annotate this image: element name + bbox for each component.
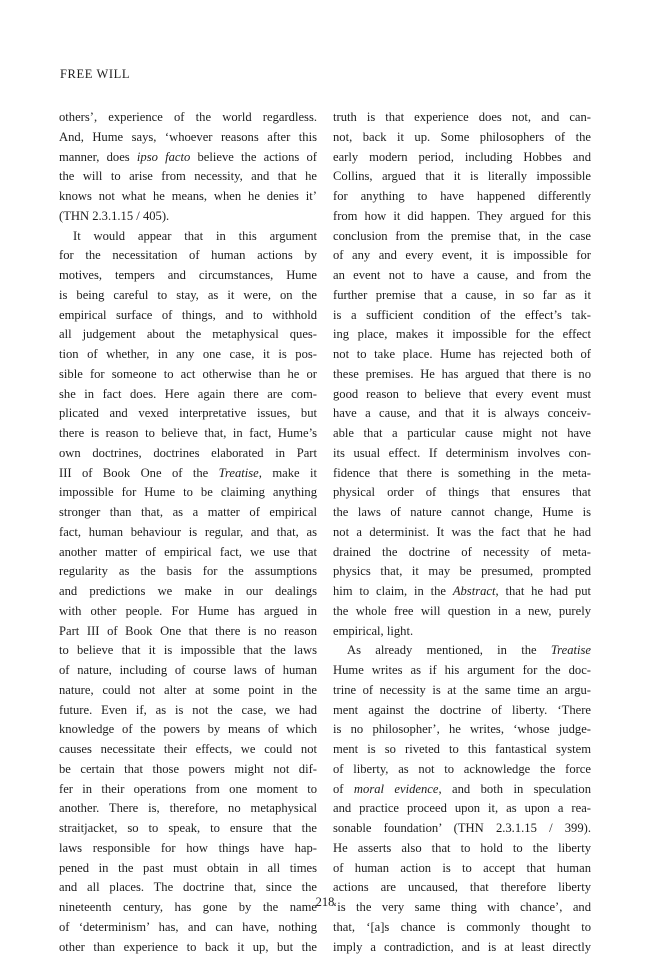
- text-line: drained the doctrine of necessity of meta-: [333, 544, 591, 559]
- text-line: actions are uncaused, that therefore liberty: [333, 880, 591, 895]
- text-line: the will to arise from necessity, and that he: [59, 169, 317, 184]
- text-line: is no philosopher’, he writes, ‘whose judge-: [333, 722, 591, 737]
- text-line: pened in the past must obtain in all times: [59, 860, 317, 875]
- text-line: He asserts also that to hold to the liberty: [333, 840, 591, 855]
- text-line: manner, does ipso facto believe the actions of: [59, 149, 317, 164]
- text-line: the whole free will question in a new, purely: [333, 603, 591, 618]
- text-line: nineteenth century, has gone by the name: [59, 900, 317, 914]
- text-line: other than experience to back it up, but the: [59, 939, 317, 954]
- text-line: be certain that those powers might not dif-: [59, 761, 317, 776]
- text-line: stronger than that, as a matter of empirical: [59, 505, 317, 519]
- text-line: own doctrines, doctrines elaborated in Part: [59, 445, 317, 460]
- text-line: plicated and vexed interpretative issues, but: [59, 406, 317, 421]
- text-line: all judgement about the metaphysical ques-: [59, 327, 317, 342]
- text-line: of human action is to accept that human: [333, 860, 591, 875]
- text-line: of nature, including of course laws of human: [59, 663, 317, 677]
- text-line: good reason to believe that every event must: [333, 386, 591, 401]
- text-line: not, back it up. Some philosophers of the: [333, 129, 591, 144]
- text-line: the laws of nature cannot change, Hume is: [333, 505, 591, 519]
- text-line: tion of whether, in any one case, it is pos-: [59, 347, 317, 361]
- text-line: empirical, light.: [333, 623, 414, 638]
- text-line: trine of necessity is at the same time an argu-: [333, 682, 591, 697]
- text-line: straitjacket, so to speak, to ensure that the: [59, 821, 317, 835]
- text-line: knows not what he means, when he denies it’: [59, 189, 317, 203]
- text-line: imply a contradiction, and is at least directly: [333, 939, 591, 954]
- text-line: she in fact does. Here again there are com-: [59, 386, 317, 401]
- text-line: of liberty, as not to acknowledge the force: [333, 761, 591, 776]
- text-line: ment against the doctrine of liberty. ‘There: [333, 702, 591, 717]
- text-line: its usual effect. If determinism involves con-: [333, 445, 591, 460]
- text-line: have a cause, and that it is always conceiv-: [333, 406, 591, 421]
- text-line: not to take place. Hume has rejected both of: [333, 347, 591, 361]
- left-text-column: [59, 108, 317, 957]
- text-line: And, Hume says, ‘whoever reasons after this: [59, 129, 317, 144]
- text-line: Hume writes as if his argument for the doc-: [333, 663, 591, 677]
- text-line: fact, human behaviour is regular, and that, as: [59, 524, 317, 539]
- text-line: Collins, argued that it is literally impossible: [333, 169, 591, 184]
- page-number: 218: [315, 895, 335, 909]
- text-line: ment is so riveted to this fantastical system: [333, 742, 591, 756]
- text-line: As already mentioned, in the Treatise: [347, 643, 591, 658]
- text-line: early modern period, including Hobbes and: [333, 149, 591, 164]
- text-line: there is reason to believe that, in fact, Hume’s: [59, 426, 317, 440]
- text-line: is being careful to stay, as it were, on the: [59, 287, 317, 302]
- text-line: truth is that experience does not, and can-: [333, 110, 591, 124]
- right-text-column: [333, 108, 591, 957]
- text-line: him to claim, in the Abstract, that he had put: [333, 584, 591, 598]
- text-line: others’, experience of the world regardless.: [59, 110, 317, 124]
- text-line: of ‘determinism’ has, and can have, nothing: [59, 919, 317, 934]
- text-line: that, ‘[a]s chance is commonly thought to: [333, 919, 591, 934]
- text-line: of moral evidence, and both in speculation: [333, 781, 591, 796]
- text-line: able that a particular cause might not have: [333, 426, 591, 440]
- text-line: ‘is the very same thing with chance’, and: [333, 900, 591, 914]
- text-line: conclusion from the premise that, in the case: [333, 228, 591, 243]
- text-line: physics that, it may be presumed, prompted: [333, 564, 591, 579]
- text-line: fidence that there is something in the meta-: [333, 465, 591, 480]
- text-line: further premise that a cause, in so far as it: [333, 287, 591, 302]
- text-line: nature, could not alter at some point in the: [59, 682, 317, 697]
- text-line: of any and every event, it is impossible for: [333, 248, 591, 263]
- text-line: future. Even if, as is not the case, we had: [59, 702, 317, 717]
- text-line: with other people. For Hume has argued in: [59, 603, 317, 618]
- text-line: physical order of things that ensures that: [333, 485, 591, 500]
- text-line: regularity as the basis for the assumptions: [59, 564, 317, 579]
- text-line: (THN 2.3.1.15 / 405).: [59, 208, 170, 223]
- text-line: motives, tempers and circumstances, Hume: [59, 268, 317, 282]
- text-line: Part III of Book One that there is no reason: [59, 623, 317, 638]
- text-line: sible for someone to act otherwise than he or: [59, 366, 317, 381]
- text-line: laws responsible for how things have hap-: [59, 840, 317, 855]
- text-line: for the necessitation of human actions by: [59, 248, 317, 263]
- text-line: not a determinist. It was the fact that he had: [333, 524, 591, 539]
- text-line: ing place, makes it impossible for the effect: [333, 327, 591, 342]
- text-line: is a sufficient condition of the effect’s tak-: [333, 307, 591, 322]
- text-line: for anything to have happened differently: [333, 189, 591, 203]
- text-line: III of Book One of the Treatise, make it: [59, 465, 317, 480]
- text-line: It would appear that in this argument: [73, 228, 317, 243]
- text-line: an event not to have a cause, and from the: [333, 268, 591, 282]
- text-line: from how it did happen. They argued for this: [333, 208, 591, 223]
- text-line: impossible for Hume to be claiming anything: [59, 485, 317, 500]
- text-line: fer in their operations from one moment to: [59, 781, 317, 796]
- text-line: and practice proceed upon it, as upon a rea-: [333, 801, 591, 816]
- text-line: to believe that it is impossible that the laws: [59, 643, 317, 658]
- text-line: another matter of empirical fact, we use that: [59, 544, 317, 559]
- text-line: another. There is, therefore, no metaphysical: [59, 801, 317, 816]
- text-line: knowledge of the powers by means of which: [59, 722, 317, 737]
- text-line: sonable foundation’ (THN 2.3.1.15 / 399).: [333, 821, 591, 835]
- text-line: causes necessitate their effects, we could not: [59, 742, 317, 756]
- text-line: empirical surface of things, and to withhold: [59, 307, 317, 322]
- text-line: these premises. He has argued that there is no: [333, 366, 591, 381]
- text-line: and all places. The doctrine that, since the: [59, 880, 317, 895]
- text-line: and predictions we make in our dealings: [59, 584, 317, 598]
- running-head: FREE WILL: [60, 67, 131, 81]
